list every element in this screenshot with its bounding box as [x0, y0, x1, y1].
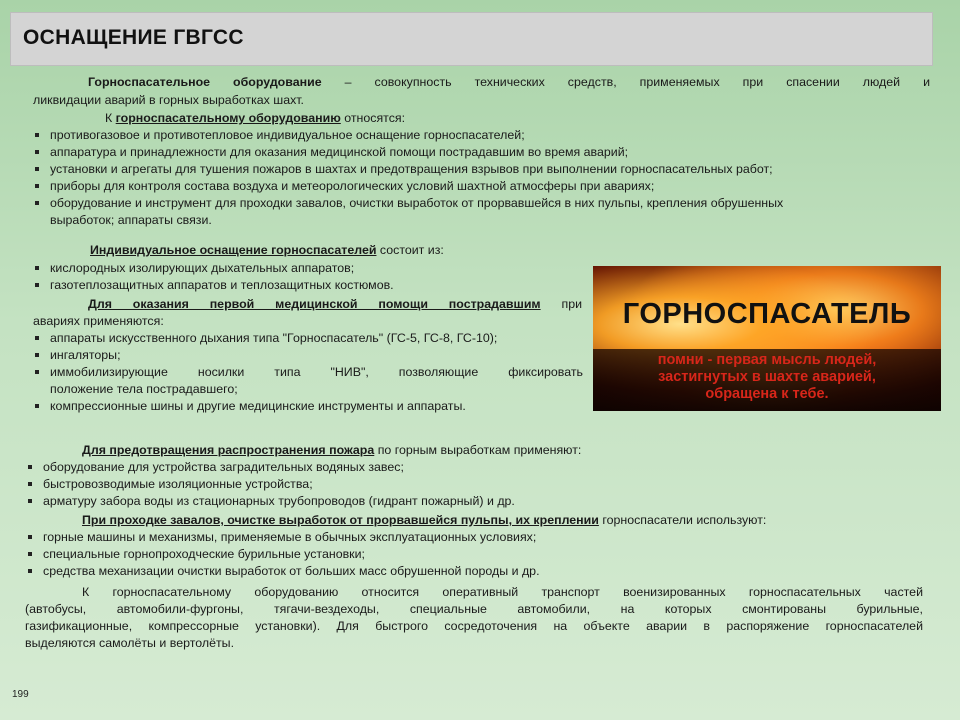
page-number: 199	[12, 689, 29, 700]
list-item: быстровозводимые изоляционные устройства;	[25, 476, 925, 493]
banner-title: ГОРНОСПАСАТЕЛЬ	[622, 298, 912, 330]
fire-list	[25, 459, 925, 510]
individual-heading-bold: Индивидуальное оснащение горноспасателей	[90, 243, 377, 257]
intro-text: – совокупность технических средств, применяемых при спасении людей и	[321, 75, 930, 89]
transport-line-2: (автобусы, автомобили-фургоны, тягачи-вездеходы, специальные автомобили, на которых смонтированы бурильные,	[25, 602, 923, 616]
banner-motto-line-1: помни - первая мысль людей,	[657, 352, 877, 368]
list-item: горные машины и механизмы, применяемые в обычных эксплуатационных условиях;	[25, 529, 925, 546]
individual-heading-rest: состоит из:	[376, 243, 444, 257]
equipment-prefix: К	[105, 111, 116, 125]
intro-line-1	[33, 74, 930, 91]
list-item: арматуру забора воды из стационарных трубопроводов (гидрант пожарный) и др.	[25, 493, 925, 510]
list-item-text: оборудование и инструмент для проходки завалов, очистки выработок от прорвавшейся в них пульпы, крепления обрушенных	[50, 196, 784, 210]
rubble-heading	[82, 512, 766, 529]
list-item	[32, 195, 932, 229]
firstaid-heading	[33, 296, 582, 313]
list-item-text-cont: выработок; аппараты связи.	[50, 213, 212, 227]
rubble-heading-bold: При проходке завалов, очистке выработок от прорвавшейся пульпы, их креплении	[82, 513, 599, 527]
rubble-list	[25, 529, 925, 580]
individual-heading	[90, 242, 444, 259]
fire-heading-bold: Для предотвращения распространения пожара	[82, 443, 375, 457]
equipment-list	[32, 127, 932, 229]
rescuer-banner-image	[593, 266, 941, 411]
banner-motto-line-2: застигнутых в шахте аварией,	[658, 369, 876, 385]
list-item	[32, 364, 583, 398]
list-item: газотеплозащитных аппаратов и теплозащитных костюмов.	[32, 277, 592, 294]
list-item: аппараты искусственного дыхания типа "Горноспасатель" (ГС-5, ГС-8, ГС-10);	[32, 330, 583, 347]
rubble-heading-rest: горноспасатели используют:	[598, 513, 767, 527]
firstaid-heading-rest: при	[540, 297, 583, 311]
list-item: средства механизации очистки выработок от больших масс обрушенной породы и др.	[25, 563, 925, 580]
individual-list	[32, 260, 592, 294]
slide-title: ОСНАЩЕНИЕ ГВГСС	[23, 26, 244, 49]
intro-bold-term: Горноспасательное оборудование	[88, 75, 322, 89]
list-item-text-cont: положение тела пострадавшего;	[50, 382, 238, 396]
list-item: ингаляторы;	[32, 347, 583, 364]
firstaid-heading-bold: Для оказания первой медицинской помощи пострадавшим	[88, 297, 541, 311]
intro-line-2: ликвидации аварий в горных выработках шахт.	[33, 93, 304, 107]
list-item-text: иммобилизирующие носилки типа "НИВ", позволяющие фиксировать	[50, 365, 583, 379]
banner-motto	[593, 352, 941, 403]
title-bar	[10, 12, 933, 66]
list-item: оборудование для устройства заградительных водяных завес;	[25, 459, 925, 476]
list-item: специальные горнопроходческие бурильные установки;	[25, 546, 925, 563]
equipment-underlined: горноспасательному оборудованию	[115, 111, 341, 125]
equipment-heading	[105, 110, 405, 127]
transport-line-4: выделяются самолёты и вертолёты.	[25, 636, 235, 650]
transport-line-3: газификационные, компрессорные установки). Для быстрого сосредоточения на объекте аварии в распоряжение горноспасателей	[25, 619, 923, 633]
fire-heading	[82, 442, 581, 459]
banner-motto-line-3: обращена к тебе.	[705, 386, 829, 402]
list-item: компрессионные шины и другие медицинские инструменты и аппараты.	[32, 398, 583, 415]
list-item: установки и агрегаты для тушения пожаров в шахтах и предотвращения взрывов при выполнении горноспасательных работ;	[32, 161, 932, 178]
equipment-suffix: относятся:	[340, 111, 406, 125]
list-item: кислородных изолирующих дыхательных аппаратов;	[32, 260, 592, 277]
transport-line-1: К горноспасательному оборудованию относится оперативный транспорт военизированных горноспасательных частей	[82, 585, 923, 599]
firstaid-list	[32, 330, 583, 415]
list-item: приборы для контроля состава воздуха и метеорологических условий шахтной атмосферы при авариях;	[32, 178, 932, 195]
list-item: аппаратура и принадлежности для оказания медицинской помощи пострадавшим во время аварий;	[32, 144, 932, 161]
list-item: противогазовое и противотепловое индивидуальное оснащение горноспасателей;	[32, 127, 932, 144]
firstaid-heading-line2: авариях применяются:	[33, 314, 164, 328]
fire-heading-rest: по горным выработкам применяют:	[374, 443, 582, 457]
